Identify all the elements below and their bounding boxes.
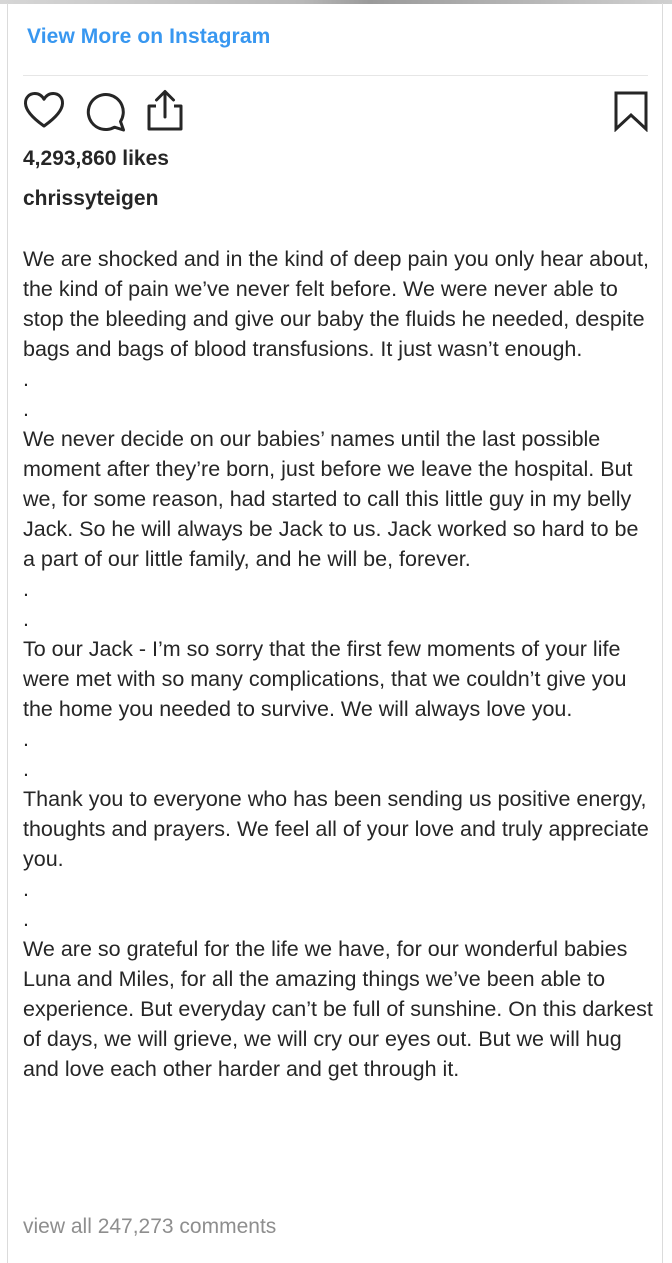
post-caption	[23, 244, 653, 1084]
action-bar	[0, 88, 672, 134]
view-more-on-instagram-link[interactable]: View More on Instagram	[27, 25, 271, 48]
comment-icon[interactable]	[84, 90, 128, 132]
caption-separator: .	[23, 907, 29, 931]
caption-paragraph: We never decide on our babies’ names until the last possible moment after they’re born, just before we leave the hospital. But we, for some reason, had started to call this little guy in my belly Jack. So he will always be Jack to us. Jack worked so hard to be a part of our little family, and he will be, forever.	[23, 427, 639, 571]
like-count[interactable]: 4,293,860 likes	[23, 147, 169, 170]
post-username[interactable]: chrissyteigen	[23, 187, 159, 210]
caption-paragraph: We are shocked and in the kind of deep pain you only hear about, the kind of pain we’ve never felt before. We were never able to stop the bleeding and give our baby the fluids he needed, despite bags and bags of blood transfusions. It just wasn’t enough.	[23, 247, 649, 361]
caption-separator: .	[23, 757, 29, 781]
header-divider	[23, 75, 648, 76]
bookmark-icon[interactable]	[612, 90, 650, 132]
heart-icon[interactable]	[22, 90, 66, 130]
caption-separator: .	[23, 367, 29, 391]
caption-separator: .	[23, 397, 29, 421]
view-all-comments-link[interactable]: view all 247,273 comments	[23, 1215, 277, 1238]
caption-separator: .	[23, 877, 29, 901]
share-icon[interactable]	[144, 88, 186, 132]
caption-separator: .	[23, 607, 29, 631]
caption-paragraph: We are so grateful for the life we have, for our wonderful babies Luna and Miles, for all the amazing things we’ve been able to experience. But everyday can’t be full of sunshine. On this darkest of days, we will grieve, we will cry our eyes out. But we will hug and love each other harder and get through it.	[23, 937, 653, 1081]
caption-paragraph: To our Jack - I’m so sorry that the first few moments of your life were met with so many complications, that we couldn’t give you the home you needed to survive. We will always love you.	[23, 637, 627, 721]
caption-separator: .	[23, 577, 29, 601]
caption-separator: .	[23, 727, 29, 751]
caption-paragraph: Thank you to everyone who has been sending us positive energy, thoughts and prayers. We feel all of your love and truly appreciate you.	[23, 787, 649, 871]
